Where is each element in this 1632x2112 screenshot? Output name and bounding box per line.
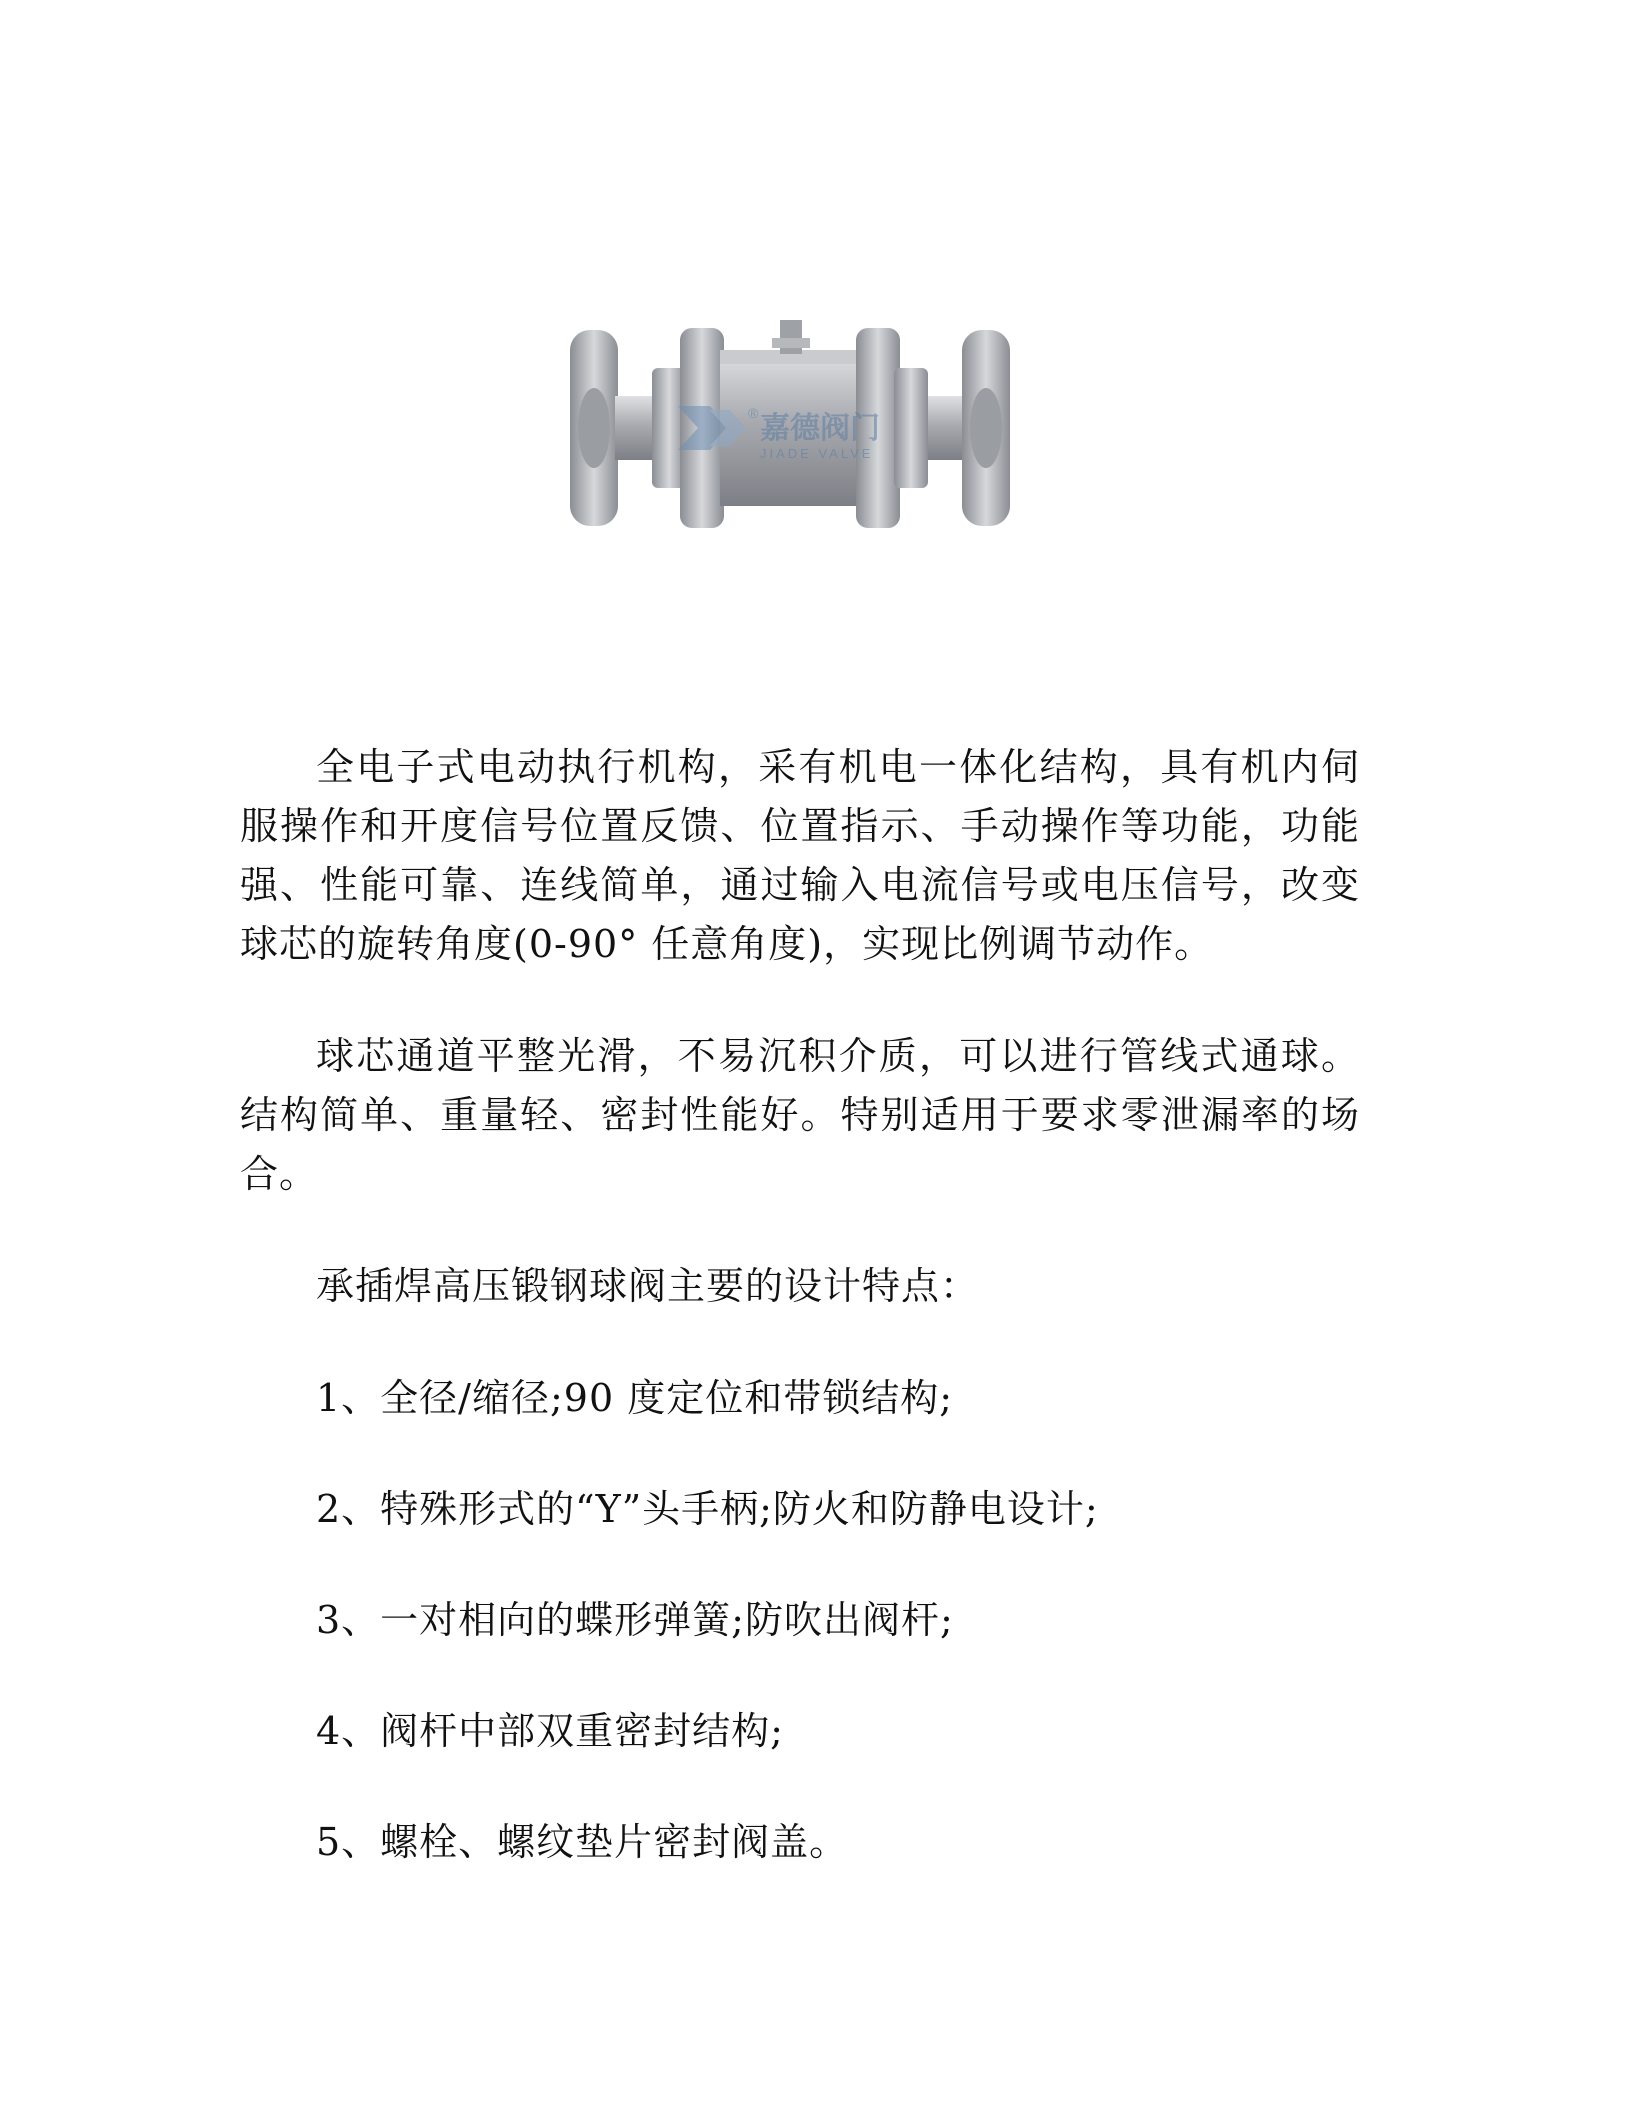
feature-item-1: 1、全径/缩径;90 度定位和带锁结构;	[316, 1376, 954, 1420]
watermark-english-text: JIADE VALVE	[760, 446, 874, 461]
ball-valve-photo	[560, 318, 1060, 538]
feature-list	[240, 1369, 1360, 1872]
watermark-registered-mark: ®	[748, 405, 759, 421]
valve-figure	[560, 318, 1060, 538]
feature-item-2: 2、特殊形式的“Y”头手柄;防火和防静电设计;	[316, 1487, 1099, 1531]
feature-item-5: 5、螺栓、螺纹垫片密封阀盖。	[316, 1820, 849, 1864]
watermark-chinese-text: 嘉德阀门	[760, 412, 880, 445]
document-body	[240, 738, 1360, 1924]
paragraph-actuator: 全电子式电动执行机构，采有机电一体化结构，具有机内伺服操作和开度信号位置反馈、位置指示、手动操作等功能，功能强、性能可靠、连线简单，通过输入电流信号或电压信号，改变球芯的旋转角度(0-90° 任意角度)，实现比例调节动作。	[240, 745, 1360, 966]
feature-item-4: 4、阀杆中部双重密封结构;	[316, 1709, 784, 1753]
feature-item-3: 3、一对相向的蝶形弹簧;防吹出阀杆;	[316, 1598, 954, 1642]
paragraph-ball-channel: 球芯通道平整光滑，不易沉积介质，可以进行管线式通球。结构简单、重量轻、密封性能好。特别适用于要求零泄漏率的场合。	[240, 1034, 1360, 1196]
features-heading: 承插焊高压锻钢球阀主要的设计特点：	[316, 1264, 980, 1308]
